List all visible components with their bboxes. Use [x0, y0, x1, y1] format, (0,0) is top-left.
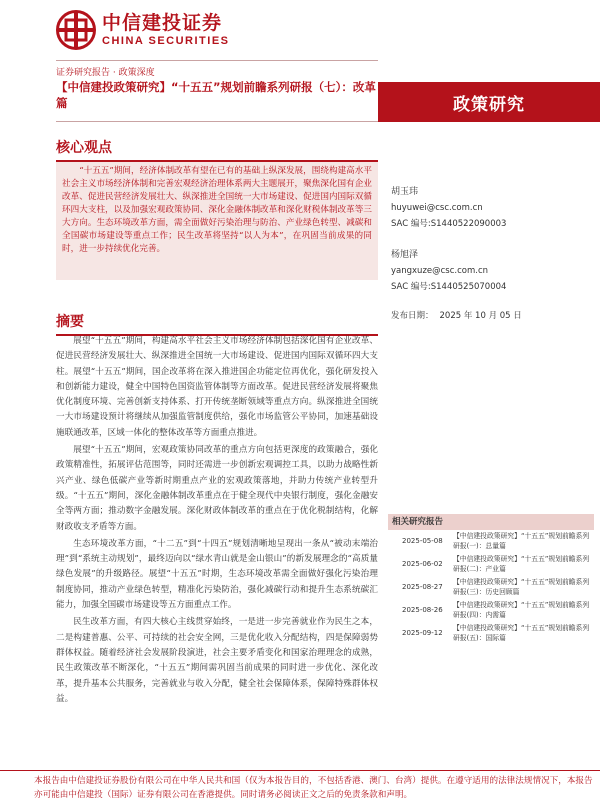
- core-viewpoint-box: [56, 162, 378, 280]
- related-report-title[interactable]: 【中信建投政策研究】“十五五”规划前瞻系列研报(二)：产业篇: [453, 555, 590, 573]
- related-report-title[interactable]: 【中信建投政策研究】“十五五”规划前瞻系列研报(四)：内需篇: [453, 601, 590, 619]
- company-logo: [56, 10, 230, 50]
- abstract-paragraph: 展望“十五五”期间，构建高水平社会主义市场经济体制包括深化国有企业改革、促进民营经济发展壮大、纵深推进全国统一大市场建设、促进国内国际双循环四大支柱。展望“十五五”期间，国企改革将在深入推进国企功能定位再优化，强化研发投入和创新能力建设，健全中国特色国资监管体制等方面改革。促进民营经济发展将聚焦优化制度环境、完善创新支持体系、打开传统垄断领域等重点方向。纵深推进全国统一大市场建设预计将继续从加强监管制度供给，强化市场监管公平协同，加速基础设施联通改革，区域一体化的整体改革等方面重点推进。: [56, 336, 378, 438]
- publish-date-value: 2025 年 10 月 05 日: [439, 311, 522, 321]
- report-title: 【中信建投政策研究】“十五五”规划前瞻系列研报（七）：改革篇: [56, 80, 376, 110]
- analyst-sac-label: SAC 编号:: [391, 282, 431, 292]
- citic-logo-icon: [56, 10, 96, 50]
- publish-date-label: 发布日期：: [391, 311, 434, 321]
- header-divider-top: [56, 60, 378, 61]
- related-report-item[interactable]: [388, 576, 594, 599]
- analyst-name: 胡玉玮: [391, 187, 419, 197]
- related-reports-heading: 相关研究报告: [388, 514, 594, 530]
- abstract-paragraph: 展望“十五五”期间，宏观政策协同改革的重点方向包括更深度的政策融合，强化政策精准性，拓展评估范围等，同时还需进一步创新宏观调控工具，以助力战略性新兴产业、绿色低碳产业等新时期重点产业的宏观政策落地，并助力传统产业转型升级。“十五五”期间，深化金融体制改革重点在于健全现代中央银行制度，强化金融安全等两方面；推动数字金融发展。深化财政体制改革的重点在于优化税制结构，化解财政收支矛盾等方面。: [56, 445, 378, 532]
- analyst-email[interactable]: huyuwei@csc.com.cn: [391, 203, 483, 213]
- related-report-item[interactable]: [388, 553, 594, 576]
- related-report-title[interactable]: 【中信建投政策研究】“十五五”规划前瞻系列研报(一)：总量篇: [453, 532, 590, 550]
- report-category: 证券研究报告 · 政策深度: [56, 68, 155, 78]
- related-report-date: 2025-08-27: [402, 583, 443, 591]
- abstract-heading-text: 摘要: [56, 314, 84, 330]
- core-heading: [56, 139, 378, 162]
- related-report-date: 2025-06-02: [402, 560, 443, 568]
- abstract-paragraph: 生态环境改革方面，“十二五”到“十四五”规划清晰地呈现出一条从“被动末端治理”到“系统主动规划”，最终迈向以“绿水青山就是金山银山”的新发展理念的“高质量绿色发展”的升级路径。展望“十五五”时期，生态环境改革需全面做好强化污染治理制度协同，推动产业绿色转型，精准化污染防治，强化减碳行动和提升生态系统碳汇能力，加强全国碳市场建设等五方面重点工作。: [56, 538, 378, 611]
- related-report-item[interactable]: [388, 599, 594, 622]
- core-heading-text: 核心观点: [56, 140, 112, 156]
- analyst-name: 杨旭泽: [391, 250, 419, 260]
- abstract-heading: [56, 313, 378, 336]
- abstract-paragraph: 民生改革方面，有四大核心主线贯穿始终，一是进一步完善就业作为民生之本，二是构建普惠、公平、可持续的社会安全网，三是优化收入分配结构，四是保障弱势群体权益。随着经济社会发展阶段演进，社会主要矛盾变化和国家治理理念的成熟，民生政策改革不断深化，“十五五”期间需巩固当前成果的同时进一步优化、深化改革，提升基本公共服务，完善就业与收入分配，健全社会保障体系，保障特殊群体权益。: [56, 617, 378, 704]
- related-report-title[interactable]: 【中信建投政策研究】“十五五”规划前瞻系列研报(三)：历史回顾篇: [453, 578, 590, 596]
- publish-date: [391, 309, 528, 321]
- related-reports: [388, 514, 594, 645]
- related-report-item[interactable]: [388, 622, 594, 645]
- related-report-date: 2025-08-26: [402, 606, 443, 614]
- analyst-sac: [391, 279, 506, 295]
- analyst-sac-number: S1440522090003: [430, 219, 507, 229]
- analyst-sac: [391, 216, 506, 232]
- related-report-date: 2025-05-08: [402, 537, 443, 545]
- abstract-body: [56, 334, 378, 709]
- core-viewpoint-text: “十五五”期间，经济体制改革有望在已有的基础上纵深发展，围绕构建高水平社会主义市场经济体制和完善宏观经济治理体系两大主题展开，聚焦深化国有企业改革、促进民营经济发展壮大、纵深推进全国统一大市场建设、促进国内国际双循环四大支柱，以及加强宏观政策协同、深化金融体制改革和深化财税体制改革等三大方向。生态环境改革方面，需全面做好污染治理与防治、产业绿色转型、减碳和全国碳市场建设等重点工作；民生改革将坚持“以人为本”，在巩固当前成果的同时，进一步持续优化完善。: [62, 166, 372, 254]
- analyst-card: [391, 247, 506, 295]
- analyst-sac-number: S1440525070004: [430, 282, 507, 292]
- disclaimer-footer: 本报告由中信建投证券股份有限公司在中华人民共和国（仅为本报告目的，不包括香港、澳门、台湾）提供。在遵守适用的法律法规情况下，本报告亦可能由中信建投（国际）证券有限公司在香港提供。同时请务必阅读正文之后的免责条款和声明。: [34, 776, 593, 800]
- analyst-email[interactable]: yangxuze@csc.com.cn: [391, 266, 489, 276]
- section-banner: 政策研究: [378, 82, 600, 122]
- related-report-title[interactable]: 【中信建投政策研究】“十五五”规划前瞻系列研报(五)：国际篇: [453, 624, 590, 642]
- analyst-sac-label: SAC 编号:: [391, 219, 431, 229]
- related-report-item[interactable]: [388, 530, 594, 553]
- logo-name-cn: 中信建投证券: [102, 12, 223, 34]
- related-report-date: 2025-09-12: [402, 629, 443, 637]
- analyst-card: [391, 184, 506, 232]
- header-divider-bottom: [56, 121, 378, 122]
- footer-divider: [0, 770, 600, 771]
- logo-name-en: CHINA SECURITIES: [102, 35, 230, 47]
